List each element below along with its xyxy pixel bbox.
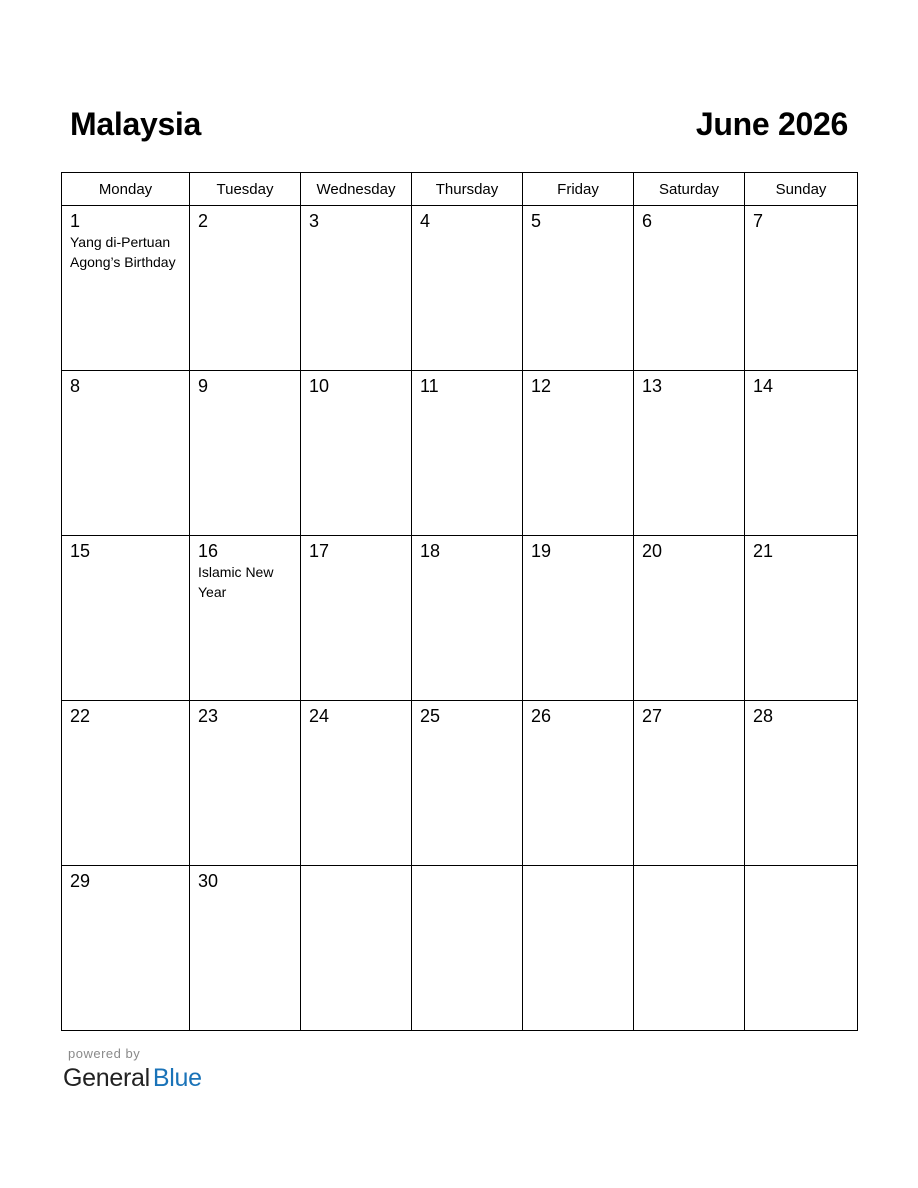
weekday-header: Sunday	[745, 173, 858, 206]
day-number: 5	[531, 211, 542, 231]
month-year-title: June 2026	[695, 106, 848, 142]
day-number: 15	[70, 541, 91, 561]
calendar-grid	[61, 172, 858, 1031]
weekday-header-row	[62, 173, 858, 206]
day-cell	[412, 371, 523, 536]
day-cell	[745, 536, 858, 701]
day-cell	[745, 701, 858, 866]
day-number: 24	[309, 706, 330, 726]
day-number: 14	[753, 376, 774, 396]
day-number: 27	[642, 706, 663, 726]
day-cell-empty	[745, 866, 858, 1031]
week-row	[62, 866, 858, 1031]
day-cell-empty	[523, 866, 634, 1031]
day-cell	[301, 536, 412, 701]
day-cell	[523, 206, 634, 371]
day-cell	[62, 866, 190, 1031]
day-cell	[301, 206, 412, 371]
weekday-header: Wednesday	[301, 173, 412, 206]
day-cell	[412, 206, 523, 371]
day-cell	[190, 536, 301, 701]
day-cell	[62, 206, 190, 371]
day-cell	[523, 701, 634, 866]
day-cell	[301, 701, 412, 866]
day-number: 18	[420, 541, 441, 561]
day-cell	[523, 536, 634, 701]
day-cell	[62, 701, 190, 866]
day-number: 4	[420, 211, 431, 231]
day-number: 23	[198, 706, 219, 726]
day-cell	[190, 866, 301, 1031]
day-cell	[634, 701, 745, 866]
powered-by-text: powered by	[68, 1046, 141, 1061]
day-cell-empty	[301, 866, 412, 1031]
day-cell	[190, 371, 301, 536]
country-title: Malaysia	[70, 106, 202, 142]
day-cell	[745, 206, 858, 371]
day-cell-empty	[634, 866, 745, 1031]
day-number: 26	[531, 706, 552, 726]
day-number: 11	[420, 376, 439, 396]
day-cell	[412, 701, 523, 866]
weekday-header: Friday	[523, 173, 634, 206]
weekday-header: Thursday	[412, 173, 523, 206]
weekday-header: Tuesday	[190, 173, 301, 206]
week-row	[62, 536, 858, 701]
week-row	[62, 371, 858, 536]
day-cell	[412, 536, 523, 701]
day-number: 6	[642, 211, 653, 231]
day-number: 17	[309, 541, 330, 561]
day-cell	[62, 536, 190, 701]
weekday-header: Saturday	[634, 173, 745, 206]
generalblue-logo[interactable]	[63, 1062, 202, 1094]
day-cell	[62, 371, 190, 536]
day-number: 1	[70, 211, 81, 231]
day-number: 12	[531, 376, 552, 396]
logo-text-general: General	[63, 1064, 150, 1092]
day-number: 28	[753, 706, 774, 726]
day-number: 30	[198, 871, 219, 891]
day-number: 10	[309, 376, 330, 396]
day-cell	[634, 206, 745, 371]
day-cell	[745, 371, 858, 536]
day-number: 13	[642, 376, 663, 396]
day-number: 9	[198, 376, 209, 396]
day-cell	[301, 371, 412, 536]
day-number: 21	[753, 541, 774, 561]
day-number: 8	[70, 376, 81, 396]
day-number: 16	[198, 541, 219, 561]
day-cell	[190, 701, 301, 866]
day-number: 19	[531, 541, 552, 561]
day-number: 22	[70, 706, 91, 726]
logo-text-blue: Blue	[152, 1064, 202, 1092]
week-row	[62, 206, 858, 371]
holiday-label: Islamic New Year	[198, 564, 274, 600]
week-row	[62, 701, 858, 866]
day-cell	[190, 206, 301, 371]
day-number: 2	[198, 211, 209, 231]
day-cell	[634, 536, 745, 701]
day-number: 29	[70, 871, 91, 891]
day-cell	[634, 371, 745, 536]
weekday-header: Monday	[62, 173, 190, 206]
day-cell	[523, 371, 634, 536]
day-number: 20	[642, 541, 663, 561]
holiday-label: Yang di-Pertuan Agong’s Birthday	[70, 234, 176, 270]
day-number: 25	[420, 706, 441, 726]
day-number: 3	[309, 211, 320, 231]
day-cell-empty	[412, 866, 523, 1031]
day-number: 7	[753, 211, 764, 231]
